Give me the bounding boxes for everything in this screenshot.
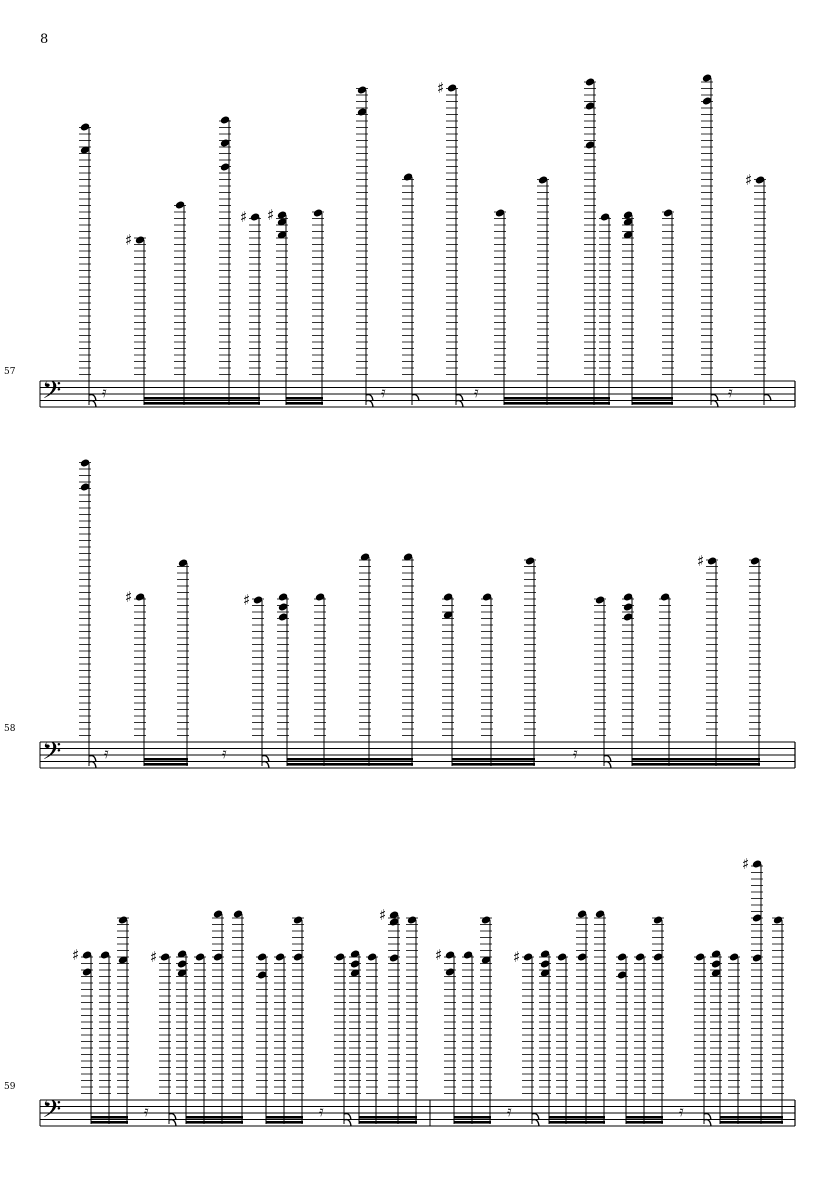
sharp-icon: ♯	[72, 946, 80, 964]
beam	[186, 1121, 243, 1124]
sharp-icon: ♯	[267, 206, 275, 224]
flag	[711, 401, 718, 407]
sharp-icon: ♯	[243, 591, 251, 609]
flag	[89, 401, 96, 407]
sixteenth-rest-icon: 𝄿	[144, 1102, 149, 1120]
sharp-icon: ♯	[745, 171, 753, 189]
sixteenth-rest-icon: 𝄿	[728, 383, 733, 401]
beam	[504, 397, 610, 400]
beam	[626, 1121, 663, 1124]
beam	[632, 397, 673, 400]
page-number: 8	[40, 32, 49, 47]
flag	[704, 1120, 711, 1126]
beam	[287, 758, 413, 761]
bass-clef-icon: 𝄢	[42, 1095, 62, 1130]
sharp-icon: ♯	[125, 588, 133, 606]
sharp-icon: ♯	[240, 208, 248, 226]
beam	[144, 397, 260, 400]
beam	[144, 402, 260, 405]
sharp-icon: ♯	[435, 946, 443, 964]
measure-number-58: 58	[4, 724, 16, 734]
measure-number-57: 57	[4, 367, 16, 377]
beam	[720, 1116, 783, 1119]
beam	[632, 758, 760, 761]
system-3	[4, 855, 795, 1130]
sixteenth-rest-icon: 𝄿	[679, 1102, 684, 1120]
flag	[169, 1120, 176, 1126]
beam	[266, 1121, 303, 1124]
sharp-icon: ♯	[742, 855, 750, 873]
sixteenth-rest-icon: 𝄿	[222, 744, 227, 762]
bass-clef-icon: 𝄢	[42, 376, 62, 411]
beam	[359, 1116, 417, 1119]
beam	[504, 402, 610, 405]
beam	[266, 1116, 303, 1119]
flag	[344, 1120, 351, 1126]
beam	[720, 1121, 783, 1124]
sixteenth-rest-icon: 𝄿	[474, 383, 479, 401]
system-2	[4, 458, 795, 772]
sharp-icon: ♯	[379, 906, 387, 924]
system-1	[4, 73, 795, 411]
beam	[452, 763, 535, 766]
measure-number-59: 59	[4, 1082, 16, 1092]
beam	[287, 763, 413, 766]
flag	[456, 401, 463, 407]
flag	[604, 762, 611, 768]
sixteenth-rest-icon: 𝄿	[319, 1102, 324, 1120]
sharp-icon: ♯	[697, 552, 705, 570]
beam	[91, 1121, 128, 1124]
sharp-icon: ♯	[125, 231, 133, 249]
beam	[144, 763, 188, 766]
flag	[532, 1120, 539, 1126]
beam	[186, 1116, 243, 1119]
sixteenth-rest-icon: 𝄿	[381, 383, 386, 401]
beam	[454, 1121, 491, 1124]
sixteenth-rest-icon: 𝄿	[102, 383, 107, 401]
flag	[412, 395, 419, 401]
beam	[632, 402, 673, 405]
sixteenth-rest-icon: 𝄿	[507, 1102, 512, 1120]
flag	[89, 762, 96, 768]
beam	[549, 1121, 605, 1124]
sharp-icon: ♯	[513, 948, 521, 966]
beam	[632, 763, 760, 766]
beam	[359, 1121, 417, 1124]
sharp-icon: ♯	[150, 948, 158, 966]
beam	[286, 402, 323, 405]
beam	[452, 758, 535, 761]
sharp-icon: ♯	[437, 79, 445, 97]
beam	[626, 1116, 663, 1119]
beam	[454, 1116, 491, 1119]
beam	[286, 397, 323, 400]
sixteenth-rest-icon: 𝄿	[104, 744, 109, 762]
beam	[549, 1116, 605, 1119]
beam	[91, 1116, 128, 1119]
flag	[366, 401, 373, 407]
sixteenth-rest-icon: 𝄿	[573, 744, 578, 762]
flag	[262, 762, 269, 768]
beam	[144, 758, 188, 761]
flag	[764, 395, 771, 401]
bass-clef-icon: 𝄢	[42, 737, 62, 772]
